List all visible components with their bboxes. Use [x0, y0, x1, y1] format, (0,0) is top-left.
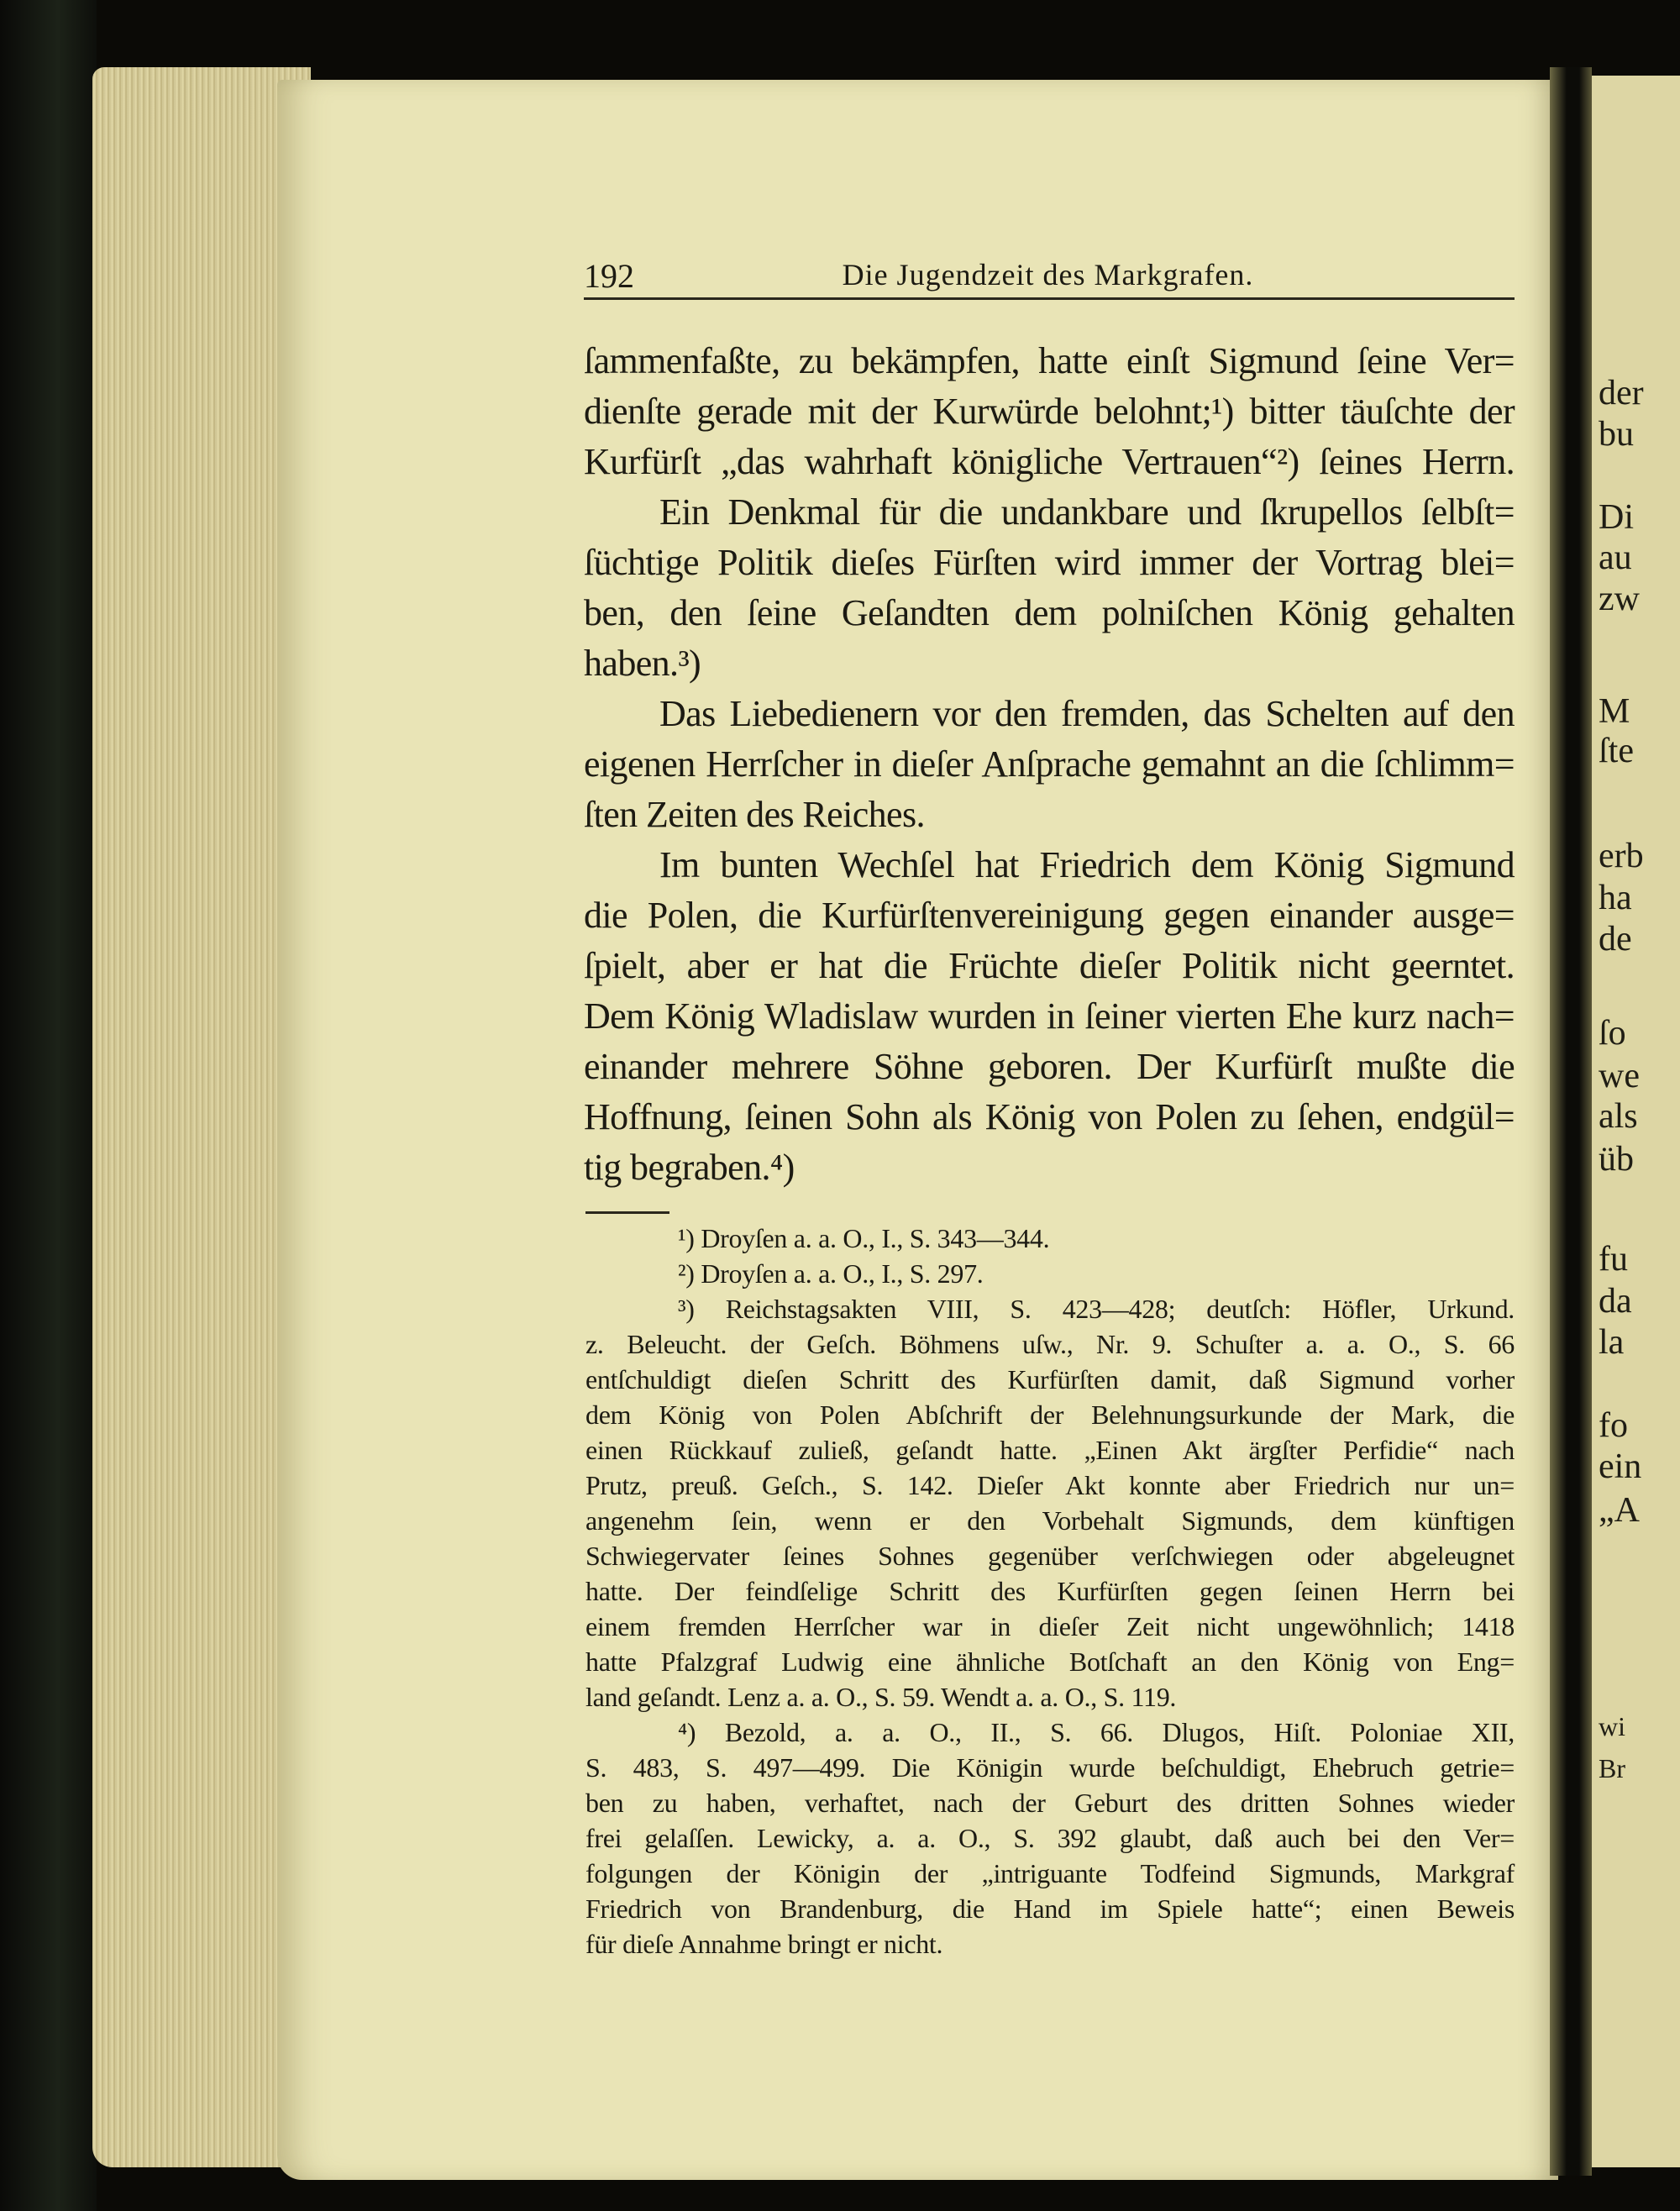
footnote-line: z. Beleucht. der Geſch. Böhmens uſw., Nr. 9. Schuſter a. a. O., S. 66	[585, 1329, 1515, 1359]
facing-page-word: fo	[1599, 1406, 1628, 1445]
text-line: ſüchtige Politik dieſes Fürſten wird immer der Vortrag blei=	[584, 542, 1515, 583]
text-line: eigenen Herrſcher in dieſer Anſprache gemahnt an die ſchlimm=	[584, 743, 1515, 785]
footnote-line: hatte Pfalzgraf Ludwig eine ähnliche Botſchaft an den König von Eng=	[585, 1646, 1515, 1677]
footnote-line: ¹) Droyſen a. a. O., I., S. 343—344.	[678, 1223, 1050, 1253]
text-line: Das Liebedienern vor den fremden, das Schelten auf den	[659, 693, 1515, 734]
book-gutter	[1550, 67, 1592, 2176]
footnote-line: ⁴) Bezold, a. a. O., II., S. 66. Dlugos, Hiſt. Poloniae XII,	[678, 1717, 1515, 1747]
facing-page-word: da	[1599, 1282, 1632, 1321]
text-line: Ein Denkmal für die undankbare und ſkrupellos ſelbſt=	[659, 491, 1515, 533]
footnote-line: Friedrich von Brandenburg, die Hand im Spiele hatte“; einen Beweis	[585, 1893, 1515, 1924]
facing-page-word: ha	[1599, 879, 1632, 917]
footnote-line: hatte. Der feindſelige Schritt des Kurfürſten gegen ſeinen Herrn bei	[585, 1576, 1515, 1606]
facing-page-fragment	[1592, 76, 1680, 2167]
text-line: Kurfürſt „das wahrhaft königliche Vertrauen“²) ſeines Herrn.	[584, 441, 1515, 482]
text-line: Dem König Wladislaw wurden in ſeiner vierten Ehe kurz nach=	[584, 995, 1515, 1037]
facing-page-word: we	[1599, 1057, 1640, 1095]
footnotes	[585, 1221, 1515, 1962]
text-line: dienſte gerade mit der Kurwürde belohnt;¹) bitter täuſchte der	[584, 391, 1515, 432]
footnote-line: ben zu haben, verhaftet, nach der Geburt des dritten Sohnes wieder	[585, 1788, 1515, 1818]
facing-page-word: la	[1599, 1323, 1625, 1362]
facing-page-word: ein	[1599, 1447, 1642, 1486]
running-title: Die Jugendzeit des Markgrafen.	[842, 258, 1254, 291]
facing-page-word: Di	[1599, 498, 1634, 537]
facing-page-word: wi	[1599, 1711, 1625, 1741]
footnote-line: angenehm ſein, wenn er den Vorbehalt Sigmunds, dem künftigen	[585, 1505, 1515, 1536]
text-line: tig begraben.⁴)	[584, 1147, 795, 1188]
text-column	[584, 336, 1515, 1962]
facing-page-word: ſte	[1599, 732, 1634, 770]
text-line: ſpielt, aber er hat die Früchte dieſer Politik nicht geerntet.	[584, 945, 1515, 986]
facing-page-word: als	[1599, 1097, 1638, 1136]
facing-page-word: M	[1599, 692, 1630, 731]
text-line: ſammenfaßte, zu bekämpfen, hatte einſt Sigmund ſeine Ver=	[584, 340, 1515, 381]
footnote-line: Prutz, preuß. Geſch., S. 142. Dieſer Akt konnte aber Friedrich nur un=	[585, 1470, 1515, 1500]
text-line: Im bunten Wechſel hat Friedrich dem König Sigmund	[659, 844, 1515, 885]
facing-page-word: de	[1599, 920, 1632, 958]
footnote-line: dem König von Polen Abſchrift der Belehnungsurkunde der Mark, die	[585, 1400, 1515, 1430]
facing-page-word: ſo	[1599, 1014, 1626, 1053]
facing-page-word: bu	[1599, 415, 1634, 454]
facing-page-word: üb	[1599, 1140, 1634, 1179]
facing-page-word: Br	[1599, 1753, 1625, 1783]
text-line: ſten Zeiten des Reiches.	[584, 794, 925, 835]
text-line: einander mehrere Söhne geboren. Der Kurfürſt mußte die	[584, 1046, 1515, 1087]
book-cover-left	[0, 0, 97, 2211]
page-header	[584, 252, 1512, 299]
facing-page-word: au	[1599, 538, 1632, 577]
footnote-line: land geſandt. Lenz a. a. O., S. 59. Wendt a. a. O., S. 119.	[585, 1682, 1177, 1712]
footnote-line: für dieſe Annahme bringt er nicht.	[585, 1929, 943, 1959]
footnote-line: ²) Droyſen a. a. O., I., S. 297.	[678, 1258, 984, 1289]
footnote-line: folgungen der Königin der „intriguante Todfeind Sigmunds, Markgraf	[585, 1858, 1515, 1888]
text-line: haben.³)	[584, 643, 701, 684]
main-text	[584, 336, 1515, 1193]
facing-page-word: fu	[1599, 1240, 1628, 1279]
text-line: die Polen, die Kurfürſtenvereinigung gegen einander ausge=	[584, 895, 1515, 936]
footnote-line: frei gelaſſen. Lewicky, a. a. O., S. 392 glaubt, daß auch bei den Ver=	[585, 1823, 1515, 1853]
footnote-line: einen Rückkauf zuließ, geſandt hatte. „Einen Akt ärgſter Perfidie“ nach	[585, 1435, 1515, 1465]
footnote-line: einem fremden Herrſcher war in dieſer Zeit nicht ungewöhnlich; 1418	[585, 1611, 1515, 1641]
text-line: ben, den ſeine Geſandten dem polniſchen König gehalten	[584, 592, 1515, 633]
footnote-line: entſchuldigt dieſen Schritt des Kurfürſten damit, daß Sigmund vorher	[585, 1364, 1515, 1394]
facing-page-word: der	[1599, 374, 1644, 412]
facing-page-word: erb	[1599, 837, 1644, 875]
header-rule	[584, 297, 1515, 300]
text-line: Hoffnung, ſeinen Sohn als König von Polen zu ſehen, endgül=	[584, 1096, 1515, 1137]
footnote-rule	[585, 1211, 669, 1214]
footnote-line: ³) Reichstagsakten VIII, S. 423—428; deutſch: Höfler, Urkund.	[678, 1294, 1515, 1324]
facing-page-word: „A	[1599, 1491, 1640, 1530]
footnote-line: Schwiegervater ſeines Sohnes gegenüber verſchwiegen oder abgeleugnet	[585, 1541, 1515, 1571]
facing-page-word: zw	[1599, 580, 1640, 618]
page-number: 192	[584, 257, 634, 295]
footnote-line: S. 483, S. 497—499. Die Königin wurde beſchuldigt, Ehebruch getrie=	[585, 1752, 1515, 1783]
